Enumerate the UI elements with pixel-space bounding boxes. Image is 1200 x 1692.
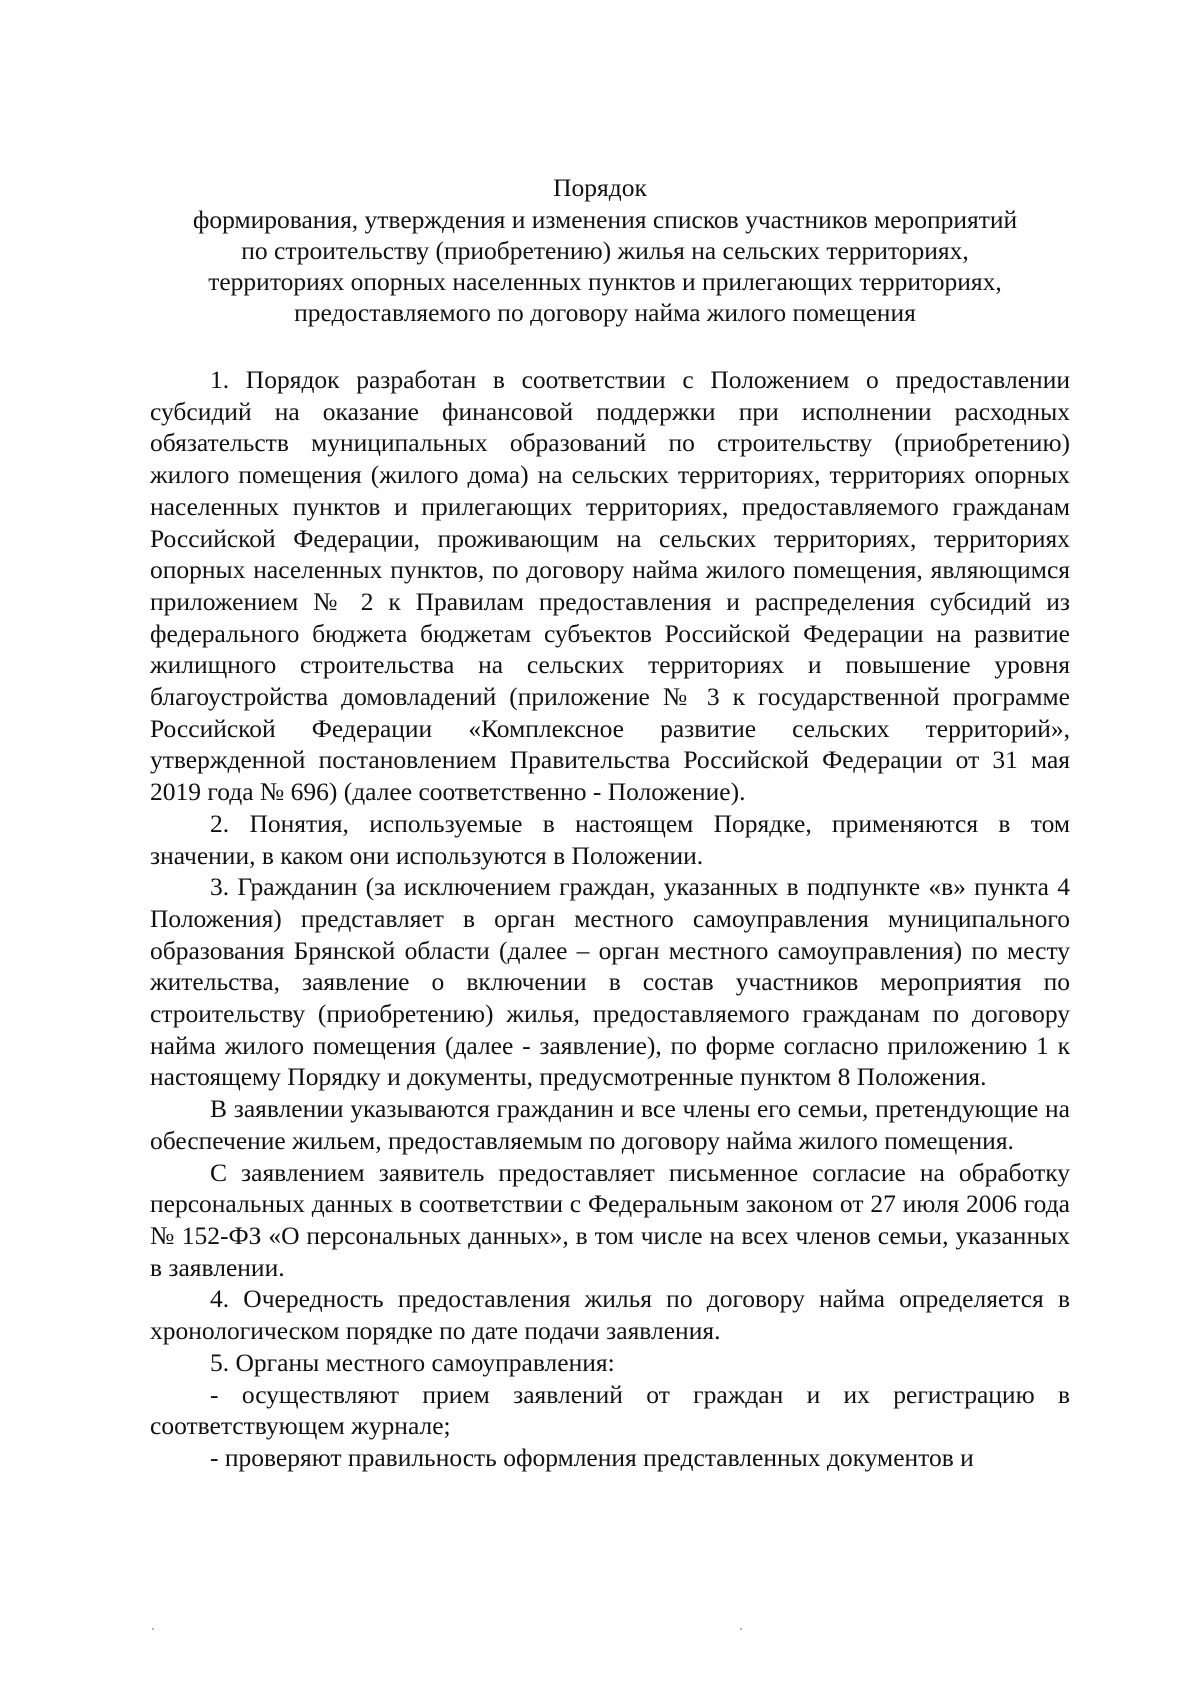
subtitle-line: предоставляемого по договору найма жилого помещения (294, 298, 916, 327)
paragraph-personal-data-consent: С заявлением заявитель предоставляет письменное согласие на обработку персональных данных в соответствии с Федеральным законом от 27 июля 2006 года № 152-ФЗ «О персональных данных», в том числе на всех членов семьи, указанных в заявлении. (150, 1157, 1070, 1282)
scan-artifact (152, 1628, 154, 1630)
document-body (150, 364, 1070, 1474)
paragraph-5: 5. Органы местного самоуправления: (210, 1347, 615, 1377)
paragraph-2: 2. Понятия, используемые в настоящем Порядке, применяются в том значении, в каком они используются в Положении. (150, 808, 1070, 870)
document-title: Порядок (553, 173, 647, 202)
list-item-accept-applications: - осуществляют прием заявлений от граждан и их регистрацию в соответствующем журнале; (150, 1379, 1070, 1441)
paragraph-4: 4. Очередность предоставления жилья по договору найма определяется в хронологическом порядке по дате подачи заявления. (150, 1284, 1070, 1346)
subtitle-line: формирования, утверждения и изменения списков участников мероприятий (192, 205, 1018, 234)
paragraph-application-members: В заявлении указываются гражданин и все члены его семьи, претендующие на обеспечение жильем, предоставляемым по договору найма жилого помещения. (150, 1094, 1070, 1155)
subtitle-line: территориях опорных населенных пунктов и прилегающих территориях, (208, 267, 1002, 296)
list-item-check-documents: - проверяют правильность оформления представленных документов и (210, 1442, 974, 1472)
paragraph-1: 1. Порядок разработан в соответствии с Положением о предоставлении субсидий на оказание финансовой поддержки при исполнении расходных обязательств муниципальных образований по строительству (приобретению) жилого помещения (жилого дома) на сельских территориях, территориях опорных населенных пунктов и прилегающих территориях, предоставляемого гражданам Российской Федерации, проживающим на сельских территориях, территориях опорных населенных пунктов, по договору найма жилого помещения, являющимся приложением № 2 к Правилам предоставления и распределения субсидий из федерального бюджета бюджетам субъектов Российской Федерации на развитие жилищного строительства на сельских территориях и повышение уровня благоустройства домовладений (приложение № 3 к государственной программе Российской Федерации «Комплексное развитие сельских территорий», утвержденной постановлением Правительства Российской Федерации от 31 мая 2019 года № 696) (далее соответственно - Положение). (150, 365, 1070, 807)
document-subtitle (150, 204, 1060, 328)
paragraph-3: 3. Гражданин (за исключением граждан, указанных в подпункте «в» пункта 4 Положения) представляет в орган местного самоуправления муниципального образования Брянской области (далее – орган местного самоуправления) по месту жительства, заявление о включении в состав участников мероприятия по строительству (приобретению) жилья, предоставляемого гражданам по договору найма жилого помещения (далее - заявление), по форме согласно приложению 1 к настоящему Порядку и документы, предусмотренные пунктом 8 Положения. (150, 872, 1070, 1092)
subtitle-line: по строительству (приобретению) жилья на сельских территориях, (241, 236, 969, 265)
scan-artifact (740, 1628, 742, 1630)
